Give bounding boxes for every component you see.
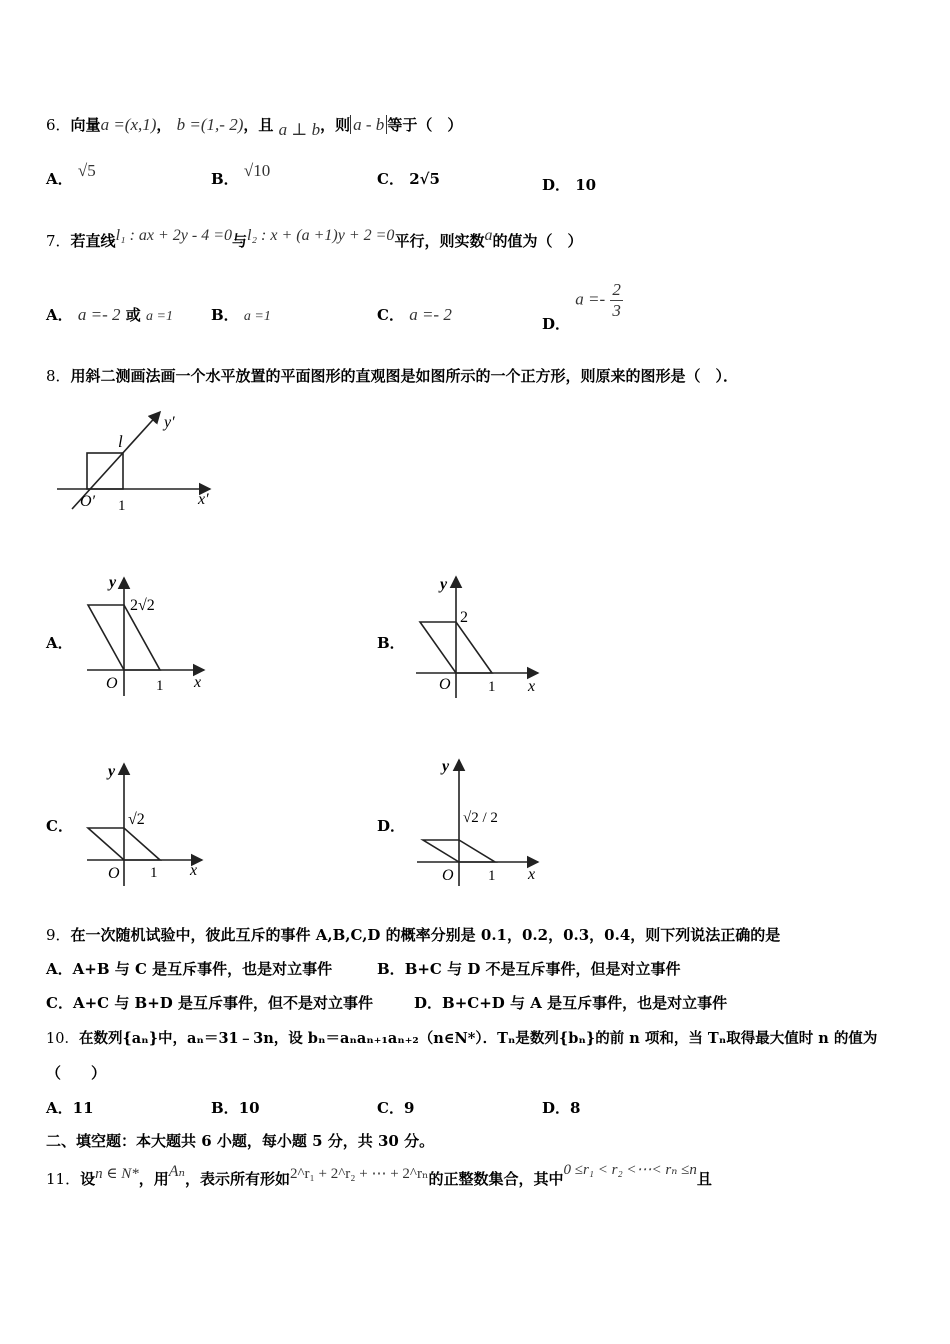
q7-text-c: 平行，则实数 [394, 232, 485, 250]
label-y-prime: y′ [164, 414, 175, 431]
option-letter: A． [46, 170, 73, 188]
q9-stem [46, 924, 780, 945]
q6-text-d: 等于（ ） [387, 116, 463, 134]
label-x-prime: x′ [198, 491, 209, 508]
option-value: 11 [72, 1099, 94, 1117]
q8-option-d-figure[interactable] [414, 752, 549, 888]
option-fraction [610, 280, 623, 321]
q7-text-b: 与 [232, 232, 248, 250]
q9-option-c[interactable] [46, 992, 373, 1013]
q11-text-b: ，用 [138, 1170, 169, 1188]
q10-option-c[interactable] [377, 1097, 414, 1118]
q7-stem [46, 227, 583, 251]
q7-option-c[interactable] [377, 304, 452, 325]
option-connector: 或 [125, 306, 141, 324]
option-text: A+B 与 C 是互斥事件，也是对立事件 [72, 960, 333, 978]
q10-option-a[interactable] [46, 1097, 94, 1118]
option-value: √5 [77, 161, 96, 180]
label-height: √2 [128, 811, 145, 828]
option-letter: A． [46, 306, 73, 324]
q8-option-b-figure[interactable] [412, 572, 547, 700]
option-value: 2√5 [409, 170, 440, 188]
q11-text-c: ，表示所有形如 [185, 1170, 291, 1188]
q8-stem [46, 365, 738, 386]
q8-option-c-letter[interactable]: C． [46, 817, 73, 835]
label-height: 2√2 [130, 597, 155, 614]
label-origin: O′ [80, 493, 96, 510]
q7-var: a [484, 227, 493, 244]
q7-number: 7． [46, 232, 71, 250]
option-letter: D． [542, 314, 571, 333]
q11-text-d: 的正整数集合，其中 [428, 1170, 564, 1188]
q7-option-d[interactable] [542, 280, 623, 333]
q7-option-b[interactable] [211, 304, 271, 325]
q6-vec-b: b =(1,- 2) [176, 115, 244, 134]
label-y: y [108, 763, 116, 780]
fraction-denominator: 3 [612, 301, 621, 320]
q11-number: 11． [46, 1170, 81, 1188]
label-x: x [528, 866, 536, 883]
option-letter: C． [46, 994, 73, 1012]
label-l: l [118, 432, 123, 451]
label-y: y [440, 576, 448, 593]
q11-cond: n ∈ N* [95, 1166, 139, 1182]
fraction-numerator: 2 [612, 280, 621, 299]
label-origin: O [106, 675, 118, 692]
q11-text-a: 设 [80, 1170, 96, 1188]
q6-option-d[interactable] [542, 174, 596, 195]
q6-stem [46, 114, 463, 139]
label-origin: O [442, 867, 454, 884]
q7-line1: l₁ : ax + 2y - 4 =0 [115, 227, 233, 244]
option-letter: C． [377, 170, 404, 188]
option-letter: B． [211, 1099, 239, 1117]
q6-comma: ， [156, 116, 172, 134]
q11-stem [46, 1162, 712, 1189]
option-letter: A． [46, 1099, 73, 1117]
label-origin: O [439, 676, 451, 693]
q8-option-d-letter[interactable]: D． [377, 817, 406, 835]
option-text: B+C 与 D 不是互斥事件，但是对立事件 [404, 960, 681, 978]
q7-text-d: 的值为（ ） [492, 232, 583, 250]
label-one: 1 [150, 865, 158, 881]
q8-option-b-letter[interactable]: B． [377, 634, 405, 652]
q6-text-c: ，则 [320, 116, 351, 134]
q6-option-c[interactable] [377, 168, 440, 189]
q10-number: 10． [46, 1031, 79, 1047]
q6-perp: a ⊥ b [278, 120, 321, 139]
q6-abs-expr: a - b [350, 115, 387, 134]
q6-text-a: 向量 [70, 116, 101, 134]
option-letter: B． [211, 306, 239, 324]
option-value: a =- 2 [77, 305, 121, 324]
q10-text: 在数列{aₙ}中，aₙ＝31﹣3n，设 bₙ＝aₙaₙ₊₁aₙ₊₂（n∈N*）．Tₙ是数列{bₙ}的前 n 项和，当 Tₙ取得最大值时 n 的值为 [78, 1030, 878, 1047]
option-value: a =- 2 [409, 305, 452, 324]
q8-option-a-figure[interactable] [82, 570, 212, 698]
label-x: x [194, 674, 202, 691]
label-y: y [442, 758, 450, 775]
label-x: x [528, 678, 536, 695]
option-letter: A． [46, 960, 73, 978]
q8-option-a-letter[interactable]: A． [46, 634, 73, 652]
option-letter: D． [542, 1099, 571, 1117]
label-height: 2 [460, 609, 468, 626]
section2-title: 二、填空题：本大题共 6 小题，每小题 5 分，共 30 分。 [46, 1132, 435, 1150]
option-letter: B． [377, 960, 405, 978]
option-value: 10 [238, 1099, 260, 1117]
label-one: 1 [118, 498, 126, 514]
q9-option-d[interactable] [414, 992, 727, 1013]
option-text: B+C+D 与 A 是互斥事件，也是对立事件 [442, 994, 728, 1012]
option-letter: C． [377, 1099, 404, 1117]
q11-text-e: 且 [696, 1170, 712, 1188]
q8-number: 8． [46, 367, 71, 385]
label-y: y [109, 574, 117, 591]
q6-vec-a: a =(x,1) [100, 115, 157, 134]
option-value-2: a =1 [146, 309, 173, 324]
q6-option-a[interactable] [46, 161, 96, 189]
q6-option-b[interactable] [211, 161, 271, 189]
label-height: √2 / 2 [463, 810, 498, 826]
q11-ineq: 0 ≤r₁ < r₂ <⋯< rₙ ≤n [563, 1162, 697, 1178]
q10-option-d[interactable] [542, 1097, 580, 1118]
q6-number: 6． [46, 116, 71, 134]
q6-text-b: ，且 [243, 116, 274, 134]
q10-paren: （ ） [46, 1064, 107, 1082]
option-letter: C． [377, 306, 404, 324]
q7-option-a[interactable] [46, 304, 173, 325]
label-one: 1 [488, 868, 496, 884]
q10-stem-line2 [46, 1062, 106, 1083]
q8-given-figure [52, 400, 222, 515]
q7-text-a: 若直线 [70, 232, 116, 250]
q9-option-b[interactable] [377, 958, 681, 979]
q9-option-a[interactable] [46, 958, 332, 979]
label-x: x [190, 862, 198, 879]
q8-option-c-figure[interactable] [84, 758, 214, 888]
option-letter: D． [414, 994, 443, 1012]
q10-stem [46, 1027, 877, 1048]
option-value: 10 [575, 176, 597, 194]
option-value: 8 [570, 1099, 581, 1117]
option-value: √10 [243, 161, 271, 180]
label-origin: O [108, 865, 120, 882]
option-text: A+C 与 B+D 是互斥事件，但不是对立事件 [72, 994, 374, 1012]
q8-text: 用斜二测画法画一个水平放置的平面图形的直观图是如图所示的一个正方形，则原来的图形是（ ）． [70, 367, 739, 385]
q11-set: Aₙ [168, 1163, 185, 1180]
q7-line2: l₂ : x + (a +1)y + 2 =0 [247, 227, 395, 244]
label-one: 1 [488, 679, 496, 695]
option-value-prefix: a =- [575, 289, 606, 309]
option-letter: B． [211, 170, 239, 188]
q9-text: 在一次随机试验中，彼此互斥的事件 A,B,C,D 的概率分别是 0.1，0.2，0.3，0.4，则下列说法正确的是 [70, 926, 781, 944]
q10-option-b[interactable] [211, 1097, 260, 1118]
option-value: a =1 [243, 309, 271, 324]
option-letter: D． [542, 176, 571, 194]
option-value: 9 [403, 1099, 415, 1117]
q9-number: 9． [46, 926, 71, 944]
label-one: 1 [156, 678, 164, 694]
q11-form: 2^r₁ + 2^r₂ + ⋯ + 2^rₙ [290, 1166, 429, 1182]
